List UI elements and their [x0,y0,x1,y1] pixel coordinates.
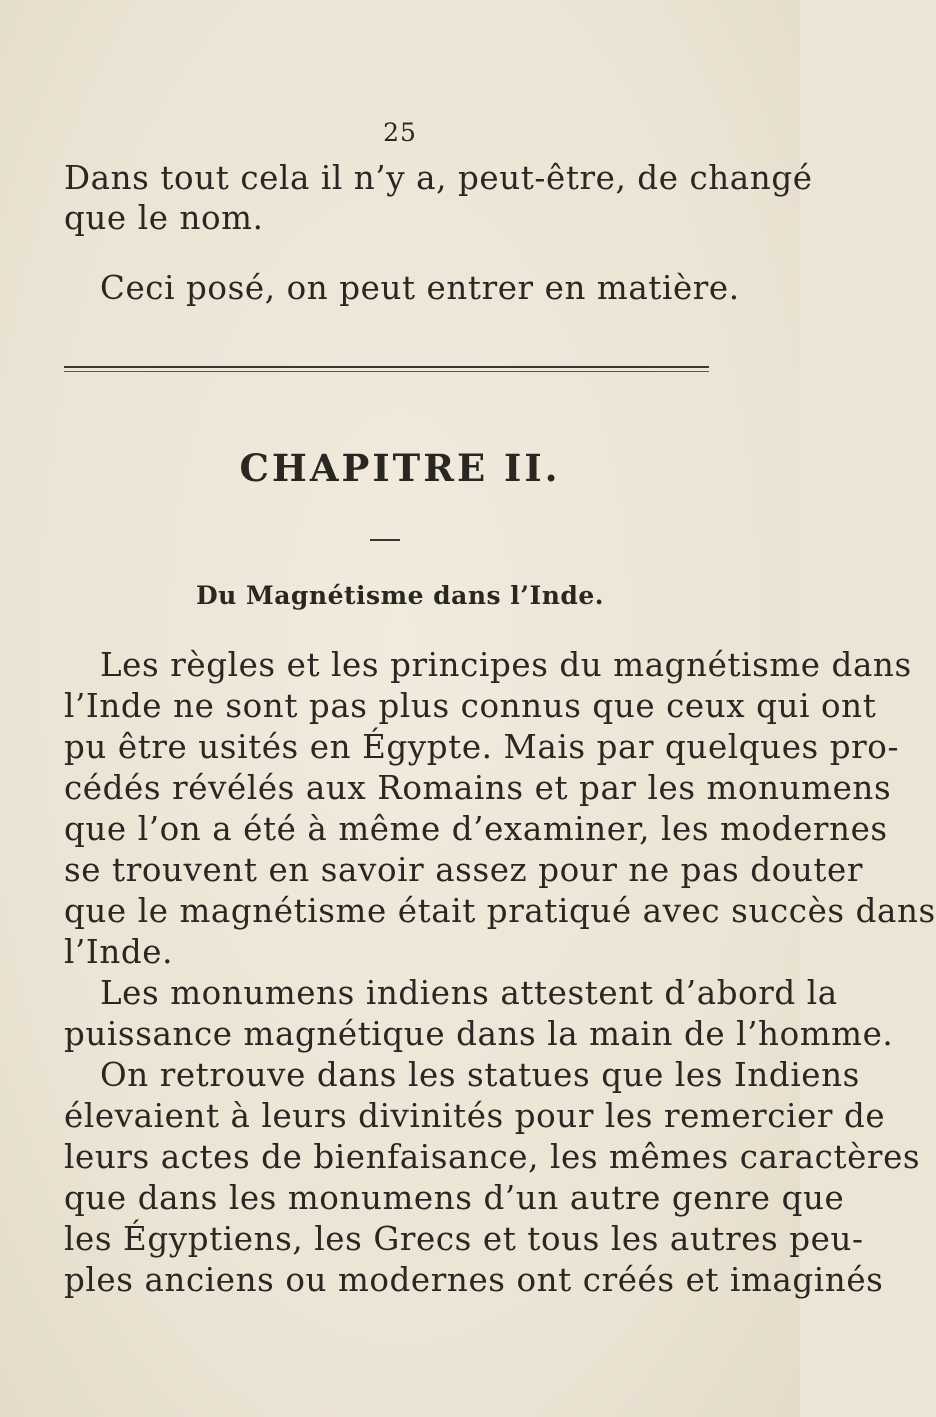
text-line: Les monumens indiens attestent d’abord la [100,974,838,1012]
text-line: que le nom. [64,199,264,237]
page-number: 25 [383,118,417,147]
chapter-divider-thick [64,366,709,368]
text-line: leurs actes de bienfaisance, les mêmes caractères [64,1138,921,1176]
title-ornament-rule [370,539,400,541]
chapter-subtitle: Du Magnétisme dans l’Inde. [196,581,604,610]
text-line: l’Inde. [64,933,174,971]
text-line: pu être usités en Égypte. Mais par quelques pro- [64,728,900,766]
text-line: les Égyptiens, les Grecs et tous les autres peu- [64,1220,864,1258]
text-line: ples anciens ou modernes ont créés et imaginés [64,1261,884,1299]
text-line: On retrouve dans les statues que les Indiens [100,1056,860,1094]
text-line: cédés révélés aux Romains et par les monumens [64,769,892,807]
chapter-title: CHAPITRE II. [239,446,561,490]
text-line: Dans tout cela il n’y a, peut-être, de changé [64,159,813,197]
text-line: se trouvent en savoir assez pour ne pas douter [64,851,863,889]
text-line: que le magnétisme était pratiqué avec succès dans [64,892,936,930]
text-line: Ceci posé, on peut entrer en matière. [100,269,740,307]
chapter-divider-thin [64,371,709,372]
text-line: que l’on a été à même d’examiner, les modernes [64,810,888,848]
text-line: puissance magnétique dans la main de l’homme. [64,1015,894,1053]
text-line: l’Inde ne sont pas plus connus que ceux qui ont [64,687,877,725]
text-line: Les règles et les principes du magnétisme dans [100,646,912,684]
text-line: que dans les monumens d’un autre genre que [64,1179,845,1217]
text-line: élevaient à leurs divinités pour les remercier de [64,1097,886,1135]
